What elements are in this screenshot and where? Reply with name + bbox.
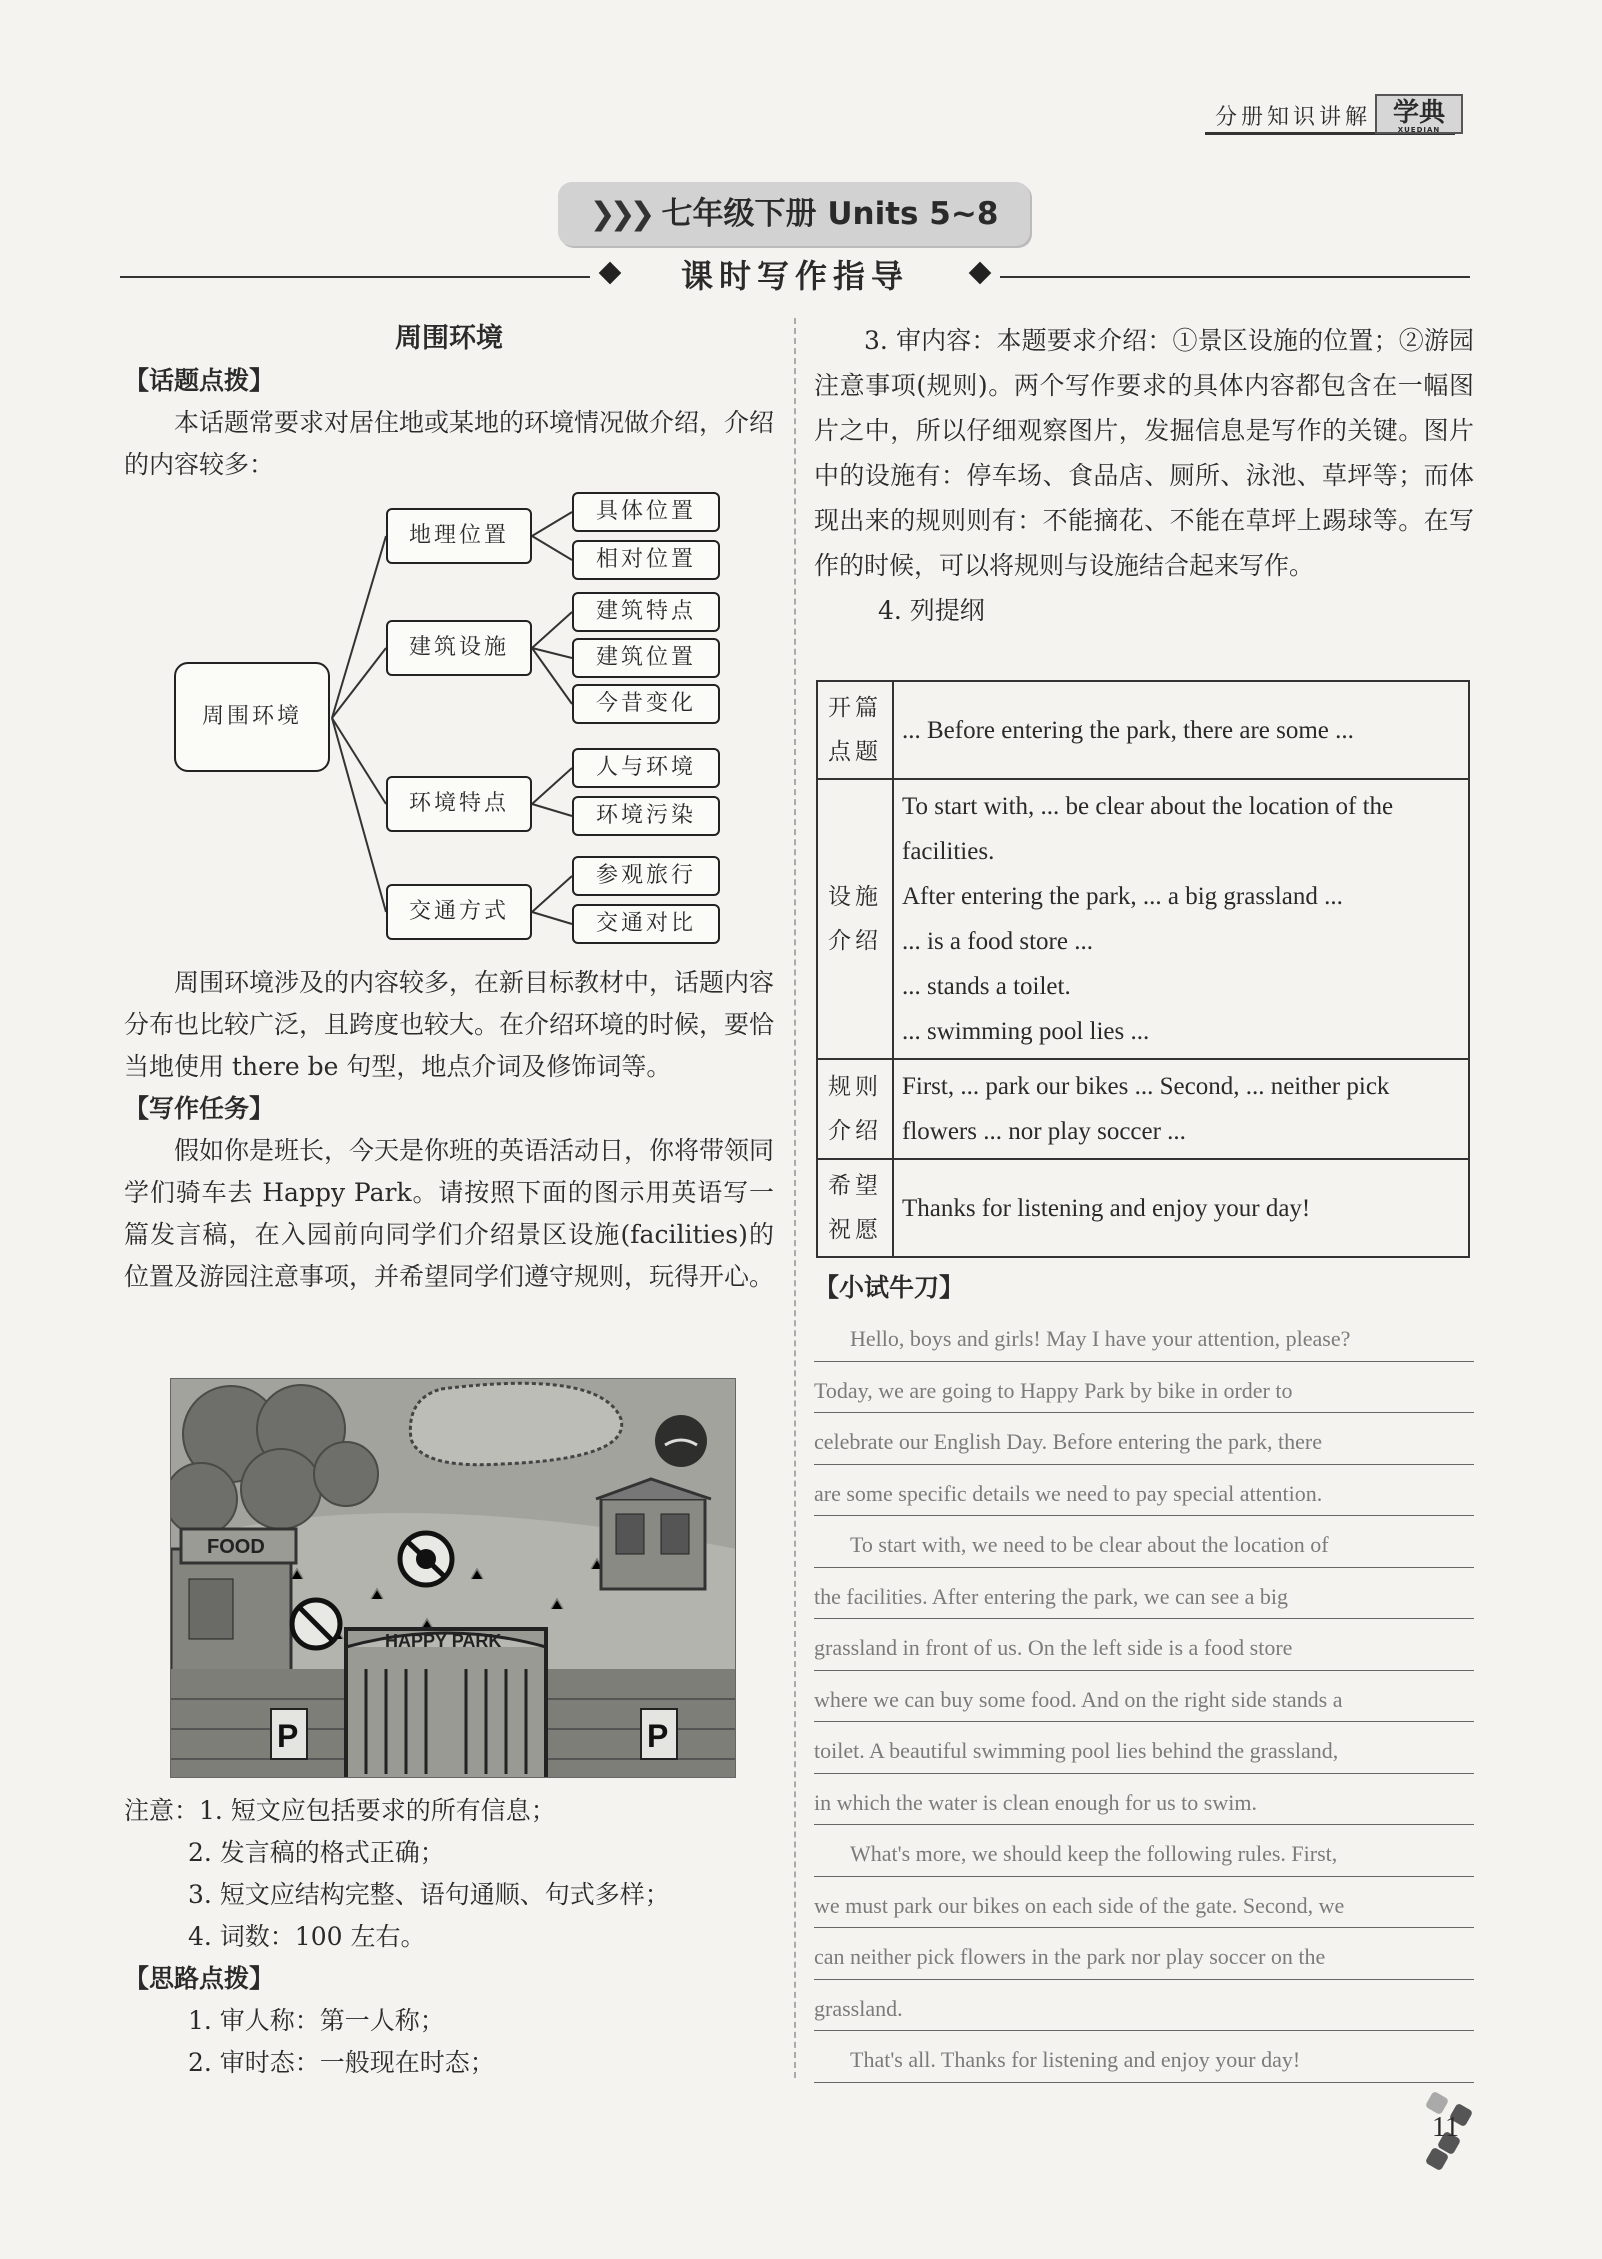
header-caption: 分册知识讲解 <box>1215 105 1372 130</box>
food-sign: FOOD <box>207 1536 265 1558</box>
happy-park-picture <box>170 1378 736 1778</box>
park-illustration <box>171 1379 736 1778</box>
note-first: 注意：1. 短文应包括要求的所有信息； <box>124 1796 556 1825</box>
answer-line: Hello, boys and girls! May I have your attention, please? <box>814 1310 1474 1362</box>
mind-map-leaf: 参观旅行 <box>572 856 720 896</box>
table-row <box>817 779 1469 1059</box>
idea-item: 2. 审时态：一般现在时态； <box>188 2048 495 2077</box>
logo-subtext: XUEDIAN <box>1397 126 1441 134</box>
xuedian-logo <box>1375 94 1463 134</box>
mind-map <box>124 486 774 962</box>
trial-section <box>814 1266 1474 2083</box>
logo-text: 学典 <box>1392 98 1445 128</box>
mind-map-leaf: 今昔变化 <box>572 684 720 724</box>
row-label: 希望 祝愿 <box>817 1159 893 1257</box>
gate-sign: HAPPY PARK <box>385 1631 502 1651</box>
table-row <box>817 681 1469 779</box>
table-row <box>817 1159 1469 1257</box>
mind-map-leaf: 相对位置 <box>572 540 720 580</box>
trial-tag: 【小试牛刀】 <box>814 1273 965 1302</box>
answer-line: toilet. A beautiful swimming pool lies behind the grassland, <box>814 1722 1474 1774</box>
mind-map-root: 周围环境 <box>174 662 330 772</box>
answer-line: grassland. <box>814 1980 1474 2032</box>
mind-map-branch: 地理位置 <box>386 508 532 564</box>
idea-item: 1. 审人称：第一人称； <box>188 2006 445 2035</box>
row-content: First, ... park our bikes ... Second, ... neither pick flowers ... nor play soccer ... <box>893 1059 1469 1159</box>
mind-map-leaf: 建筑特点 <box>572 592 720 632</box>
note-item: 3. 短文应结构完整、语句通顺、句式多样； <box>188 1880 670 1909</box>
answer-line: we must park our bikes on each side of the gate. Second, we <box>814 1877 1474 1929</box>
parking-sign-right: P <box>647 1718 669 1754</box>
answer-line: celebrate our English Day. Before entering the park, there <box>814 1413 1474 1465</box>
step3-text: 3. 审内容：本题要求介绍：①景区设施的位置；②游园注意事项(规则)。两个写作要求的具体内容都包含在一幅图片之中，所以仔细观察图片，发掘信息是写作的关键。图片中的设施有：停车场、食品店、厕所、泳池、草坪等；而体现出来的规则则有：不能摘花、不能在草坪上踢球等。在写作的时候，可以将规则与设施结合起来写作。 <box>814 326 1474 580</box>
row-content: Thanks for listening and enjoy your day! <box>893 1159 1469 1257</box>
row-label: 开篇 点题 <box>817 681 893 779</box>
row-content: To start with, ... be clear about the location of the facilities. After entering the park, ... a big grassland ... ... is a food store ... ... stands a toilet. ... swimming pool lies ... <box>893 779 1469 1059</box>
mind-map-leaf: 人与环境 <box>572 748 720 788</box>
mind-map-leaf: 环境污染 <box>572 796 720 836</box>
answer-line: in which the water is clean enough for us to swim. <box>814 1774 1474 1826</box>
outline-table <box>816 680 1470 1258</box>
answer-line: Today, we are going to Happy Park by bike in order to <box>814 1362 1474 1414</box>
step4-text: 4. 列提纲 <box>878 596 985 625</box>
column-divider <box>794 318 796 2078</box>
note-item: 2. 发言稿的格式正确； <box>188 1838 445 1867</box>
section-title: 周围环境 <box>395 323 503 354</box>
answer-line: grassland in front of us. On the left side is a food store <box>814 1619 1474 1671</box>
mind-map-branch: 建筑设施 <box>386 620 532 676</box>
answer-line: where we can buy some food. And on the right side stands a <box>814 1671 1474 1723</box>
idea-tag: 【思路点拨】 <box>124 1964 275 1993</box>
answer-line: That's all. Thanks for listening and enjoy your day! <box>814 2031 1474 2083</box>
after-map-text: 周围环境涉及的内容较多，在新目标教材中，话题内容分布也比较广泛，且跨度也较大。在介绍环境的时候，要恰当地使用 there be 句型，地点介词及修饰词等。 <box>124 968 775 1081</box>
divider-line <box>1000 276 1470 278</box>
section-subtitle <box>120 252 1470 302</box>
mind-map-branch: 环境特点 <box>386 776 532 832</box>
answer-line: can neither pick flowers in the park nor play soccer on the <box>814 1928 1474 1980</box>
unit-banner <box>558 182 1030 246</box>
task-tag: 【写作任务】 <box>124 1094 275 1123</box>
page-number: 11 <box>1432 2112 1459 2143</box>
topic-tag: 【话题点拨】 <box>124 366 275 395</box>
row-label: 设施 介绍 <box>817 779 893 1059</box>
left-column <box>124 318 774 1298</box>
topic-text: 本话题常要求对居住地或某地的环境情况做介绍，介绍的内容较多： <box>124 408 775 479</box>
chevron-right-icon: ❯❯❯ <box>589 196 650 232</box>
note-item: 4. 词数：100 左右。 <box>188 1922 426 1951</box>
subtitle-text: 课时写作指导 <box>680 257 909 295</box>
right-column <box>814 318 1474 633</box>
parking-sign-left: P <box>277 1718 299 1754</box>
notes-block <box>124 1790 774 2084</box>
mind-map-branch: 交通方式 <box>386 884 532 940</box>
answer-line: What's more, we should keep the following rules. First, <box>814 1825 1474 1877</box>
table-row <box>817 1059 1469 1159</box>
answer-line: To start with, we need to be clear about the location of <box>814 1516 1474 1568</box>
row-label: 规则 介绍 <box>817 1059 893 1159</box>
mind-map-leaf: 建筑位置 <box>572 638 720 678</box>
answer-line: are some specific details we need to pay special attention. <box>814 1465 1474 1517</box>
row-content: ... Before entering the park, there are some ... <box>893 681 1469 779</box>
answer-line: the facilities. After entering the park, we can see a big <box>814 1568 1474 1620</box>
mind-map-leaf: 具体位置 <box>572 492 720 532</box>
mind-map-leaf: 交通对比 <box>572 904 720 944</box>
task-text: 假如你是班长，今天是你班的英语活动日，你将带领同学们骑车去 Happy Park。请按照下面的图示用英语写一篇发言稿，在入园前向同学们介绍景区设施(facilities)的位置及游园注意事项，并希望同学们遵守规则，玩得开心。 <box>124 1136 775 1291</box>
banner-title: 七年级下册 Units 5~8 <box>661 196 999 232</box>
